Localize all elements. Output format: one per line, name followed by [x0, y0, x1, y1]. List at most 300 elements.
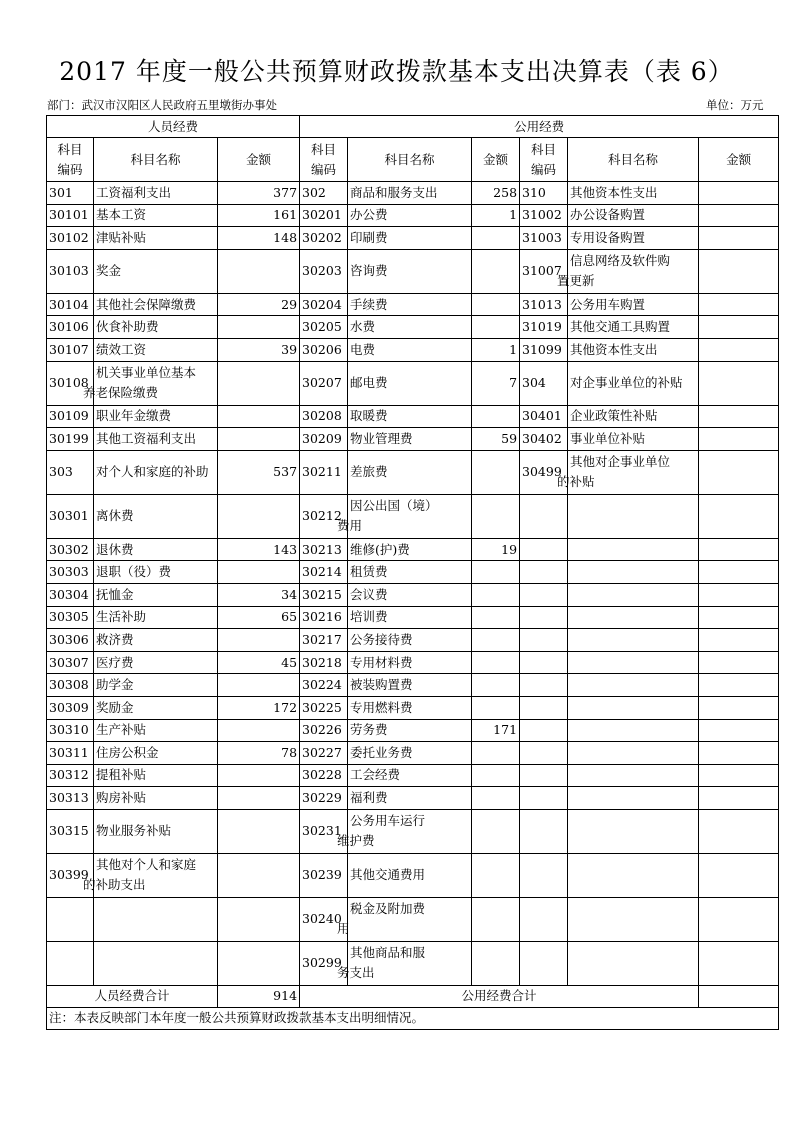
subject-code: 30312 — [47, 764, 94, 787]
public-total-label: 公用经费合计 — [300, 985, 699, 1007]
subject-name: 离休费 — [94, 494, 218, 538]
subject-code: 30202 — [300, 227, 348, 250]
code-header: 科目 编码 — [520, 138, 568, 182]
subject-name — [568, 853, 699, 897]
subject-code: 30499 — [520, 450, 568, 494]
public-total-amount — [699, 985, 779, 1007]
subject-name — [94, 897, 218, 941]
subject-code — [520, 651, 568, 674]
amount — [699, 227, 779, 250]
amount — [699, 204, 779, 227]
amount: 258 — [472, 182, 520, 205]
subject-code: 30215 — [300, 583, 348, 606]
table-row — [47, 897, 779, 941]
subject-name: 专用设备购置 — [568, 227, 699, 250]
subject-name: 退职（役）费 — [94, 561, 218, 584]
subject-name: 公务用车购置 — [568, 293, 699, 316]
amount: 172 — [218, 696, 300, 719]
amount: 1 — [472, 204, 520, 227]
subject-code — [520, 853, 568, 897]
subject-code: 30307 — [47, 651, 94, 674]
amount — [472, 405, 520, 428]
personnel-total-label: 人员经费合计 — [47, 985, 218, 1007]
name-header: 科目名称 — [568, 138, 699, 182]
subject-code: 302 — [300, 182, 348, 205]
amount — [218, 249, 300, 293]
amount — [472, 606, 520, 629]
amount — [699, 853, 779, 897]
subject-code: 30101 — [47, 204, 94, 227]
subject-name: 机关事业单位基本 养老保险缴费 — [94, 361, 218, 405]
subject-code: 30302 — [47, 538, 94, 561]
subject-name: 专用燃料费 — [348, 696, 472, 719]
table-row — [47, 809, 779, 853]
subject-name: 住房公积金 — [94, 742, 218, 765]
amount — [699, 719, 779, 742]
amount — [218, 494, 300, 538]
table-row — [47, 606, 779, 629]
subject-code — [520, 606, 568, 629]
subject-name — [568, 674, 699, 697]
subject-name — [568, 696, 699, 719]
page-title: 2017 年度一般公共预算财政拨款基本支出决算表（表 6） — [59, 57, 734, 86]
amount — [699, 674, 779, 697]
amount: 161 — [218, 204, 300, 227]
subject-code: 30205 — [300, 316, 348, 339]
subject-code: 30309 — [47, 696, 94, 719]
subject-name — [568, 494, 699, 538]
table-row — [47, 941, 779, 985]
subject-code — [520, 809, 568, 853]
amount: 171 — [472, 719, 520, 742]
table-row — [47, 719, 779, 742]
amount — [218, 787, 300, 810]
amount-header: 金额 — [218, 138, 300, 182]
amount: 34 — [218, 583, 300, 606]
subject-code: 30306 — [47, 629, 94, 652]
name-header: 科目名称 — [348, 138, 472, 182]
subject-code — [520, 742, 568, 765]
subject-code — [520, 494, 568, 538]
amount — [699, 897, 779, 941]
subject-name: 租赁费 — [348, 561, 472, 584]
subject-name: 物业服务补贴 — [94, 809, 218, 853]
subject-code: 30212 — [300, 494, 348, 538]
subject-code — [520, 538, 568, 561]
code-header: 科目 编码 — [300, 138, 348, 182]
subject-code — [520, 629, 568, 652]
subject-code — [520, 941, 568, 985]
subject-name: 其他对个人和家庭 的补助支出 — [94, 853, 218, 897]
subject-code: 30107 — [47, 338, 94, 361]
subject-code: 31099 — [520, 338, 568, 361]
table-row — [47, 629, 779, 652]
amount — [699, 606, 779, 629]
subject-name: 培训费 — [348, 606, 472, 629]
subject-name: 企业政策性补贴 — [568, 405, 699, 428]
subject-code: 30305 — [47, 606, 94, 629]
subject-name — [568, 809, 699, 853]
subject-code: 30229 — [300, 787, 348, 810]
subject-name: 事业单位补贴 — [568, 428, 699, 451]
amount: 1 — [472, 338, 520, 361]
subject-code: 30216 — [300, 606, 348, 629]
subject-name — [568, 561, 699, 584]
amount — [699, 316, 779, 339]
amount: 59 — [472, 428, 520, 451]
subject-name: 工资福利支出 — [94, 182, 218, 205]
table-row — [47, 293, 779, 316]
subject-code: 30108 — [47, 361, 94, 405]
amount — [472, 764, 520, 787]
subject-code: 30217 — [300, 629, 348, 652]
amount — [218, 561, 300, 584]
subject-name: 手续费 — [348, 293, 472, 316]
amount — [218, 629, 300, 652]
subject-code: 30207 — [300, 361, 348, 405]
amount: 65 — [218, 606, 300, 629]
subject-code: 310 — [520, 182, 568, 205]
amount — [699, 494, 779, 538]
subject-code: 30313 — [47, 787, 94, 810]
subject-name: 对个人和家庭的补助 — [94, 450, 218, 494]
table-row — [47, 583, 779, 606]
table-row — [47, 428, 779, 451]
amount — [218, 809, 300, 853]
totals-row — [47, 985, 779, 1007]
subject-code: 30103 — [47, 249, 94, 293]
subject-name: 信息网络及软件购 置更新 — [568, 249, 699, 293]
table-row — [47, 674, 779, 697]
amount — [699, 629, 779, 652]
department-label: 部门：武汉市汉阳区人民政府五里墩街办事处 — [47, 98, 277, 112]
subject-name: 生产补贴 — [94, 719, 218, 742]
subject-code: 30218 — [300, 651, 348, 674]
subject-code — [520, 696, 568, 719]
subject-name — [568, 787, 699, 810]
amount — [218, 719, 300, 742]
subject-code: 30204 — [300, 293, 348, 316]
subject-code: 30106 — [47, 316, 94, 339]
subject-code: 31013 — [520, 293, 568, 316]
expenditure-table — [46, 115, 779, 1030]
subject-code: 30240 — [300, 897, 348, 941]
subject-code: 31007 — [520, 249, 568, 293]
subject-name: 邮电费 — [348, 361, 472, 405]
subject-code: 30315 — [47, 809, 94, 853]
subject-code: 30308 — [47, 674, 94, 697]
subject-code — [47, 897, 94, 941]
amount — [699, 941, 779, 985]
subject-code: 30203 — [300, 249, 348, 293]
subject-code: 30211 — [300, 450, 348, 494]
subject-name: 其他社会保障缴费 — [94, 293, 218, 316]
amount — [699, 182, 779, 205]
subject-name: 会议费 — [348, 583, 472, 606]
subject-code: 30402 — [520, 428, 568, 451]
amount: 19 — [472, 538, 520, 561]
subject-name: 绩效工资 — [94, 338, 218, 361]
subject-code: 30226 — [300, 719, 348, 742]
amount — [699, 787, 779, 810]
subject-code: 303 — [47, 450, 94, 494]
table-row — [47, 742, 779, 765]
subject-code: 30206 — [300, 338, 348, 361]
subject-code: 30311 — [47, 742, 94, 765]
subject-name: 劳务费 — [348, 719, 472, 742]
subject-name: 专用材料费 — [348, 651, 472, 674]
amount — [472, 316, 520, 339]
subject-code — [520, 764, 568, 787]
subject-name — [568, 941, 699, 985]
subject-code — [520, 583, 568, 606]
table-row — [47, 227, 779, 250]
subject-name: 办公费 — [348, 204, 472, 227]
subject-code: 30199 — [47, 428, 94, 451]
table-note: 注：本表反映部门本年度一般公共预算财政拨款基本支出明细情况。 — [47, 1007, 779, 1029]
amount — [699, 583, 779, 606]
subject-code: 30227 — [300, 742, 348, 765]
subject-code — [520, 897, 568, 941]
subject-name: 差旅费 — [348, 450, 472, 494]
subject-name: 办公设备购置 — [568, 204, 699, 227]
subject-name: 维修(护)费 — [348, 538, 472, 561]
subject-code: 30401 — [520, 405, 568, 428]
subject-code: 31002 — [520, 204, 568, 227]
amount — [472, 742, 520, 765]
table-row — [47, 361, 779, 405]
subject-name: 对企事业单位的补贴 — [568, 361, 699, 405]
amount — [699, 538, 779, 561]
subject-name — [568, 629, 699, 652]
table-row — [47, 450, 779, 494]
amount — [472, 227, 520, 250]
subject-code: 30104 — [47, 293, 94, 316]
amount — [218, 941, 300, 985]
subject-name: 其他交通费用 — [348, 853, 472, 897]
amount — [472, 450, 520, 494]
subject-name: 工会经费 — [348, 764, 472, 787]
amount: 29 — [218, 293, 300, 316]
table-row — [47, 561, 779, 584]
subject-code: 30228 — [300, 764, 348, 787]
subject-name: 公务用车运行 维护费 — [348, 809, 472, 853]
subject-code — [520, 719, 568, 742]
subject-name: 福利费 — [348, 787, 472, 810]
subject-name: 津贴补贴 — [94, 227, 218, 250]
amount — [472, 583, 520, 606]
table-row — [47, 249, 779, 293]
personnel-header: 人员经费 — [47, 116, 300, 138]
table-row — [47, 538, 779, 561]
amount — [472, 293, 520, 316]
table-row — [47, 764, 779, 787]
subject-name — [568, 742, 699, 765]
subject-name — [568, 538, 699, 561]
subject-name: 购房补贴 — [94, 787, 218, 810]
subject-code: 30214 — [300, 561, 348, 584]
note-row — [47, 1007, 779, 1029]
subject-name: 被装购置费 — [348, 674, 472, 697]
amount — [472, 249, 520, 293]
subject-name: 取暖费 — [348, 405, 472, 428]
subject-name — [568, 764, 699, 787]
amount — [472, 787, 520, 810]
subject-name: 电费 — [348, 338, 472, 361]
amount — [699, 764, 779, 787]
subject-name: 生活补助 — [94, 606, 218, 629]
subject-name — [568, 897, 699, 941]
amount — [699, 450, 779, 494]
subject-code: 31019 — [520, 316, 568, 339]
amount — [699, 338, 779, 361]
table-row — [47, 316, 779, 339]
amount — [699, 561, 779, 584]
subject-code — [520, 787, 568, 810]
amount — [472, 696, 520, 719]
amount — [472, 651, 520, 674]
subject-name: 救济费 — [94, 629, 218, 652]
amount — [699, 405, 779, 428]
subject-code: 30231 — [300, 809, 348, 853]
subject-code: 30303 — [47, 561, 94, 584]
amount — [472, 629, 520, 652]
personnel-total-amount: 914 — [218, 985, 300, 1007]
amount — [218, 405, 300, 428]
table-row — [47, 787, 779, 810]
subject-name: 医疗费 — [94, 651, 218, 674]
table-row — [47, 405, 779, 428]
amount — [218, 764, 300, 787]
subject-name: 助学金 — [94, 674, 218, 697]
subject-name: 公务接待费 — [348, 629, 472, 652]
subject-name — [568, 606, 699, 629]
amount — [699, 361, 779, 405]
amount — [699, 651, 779, 674]
subject-name — [568, 719, 699, 742]
subject-name: 水费 — [348, 316, 472, 339]
amount — [218, 674, 300, 697]
subject-code: 301 — [47, 182, 94, 205]
amount — [699, 428, 779, 451]
subject-code: 30102 — [47, 227, 94, 250]
amount — [699, 249, 779, 293]
subject-name: 其他资本性支出 — [568, 338, 699, 361]
subject-code — [520, 674, 568, 697]
subject-name: 物业管理费 — [348, 428, 472, 451]
table-row — [47, 182, 779, 205]
table-row — [47, 853, 779, 897]
subject-code: 30201 — [300, 204, 348, 227]
amount — [699, 742, 779, 765]
amount — [472, 897, 520, 941]
subject-name: 伙食补助费 — [94, 316, 218, 339]
subject-name — [568, 651, 699, 674]
subject-code: 30399 — [47, 853, 94, 897]
amount — [472, 494, 520, 538]
code-header: 科目 编码 — [47, 138, 94, 182]
subject-name: 其他工资福利支出 — [94, 428, 218, 451]
subject-code: 31003 — [520, 227, 568, 250]
amount: 537 — [218, 450, 300, 494]
subject-code: 30208 — [300, 405, 348, 428]
subject-code: 30239 — [300, 853, 348, 897]
subject-name: 抚恤金 — [94, 583, 218, 606]
subject-name: 其他对企事业单位 的补贴 — [568, 450, 699, 494]
subject-name: 委托业务费 — [348, 742, 472, 765]
name-header: 科目名称 — [94, 138, 218, 182]
amount: 78 — [218, 742, 300, 765]
amount — [218, 853, 300, 897]
subject-name — [568, 583, 699, 606]
subject-name: 税金及附加费 用 — [348, 897, 472, 941]
amount — [218, 361, 300, 405]
subject-code: 30301 — [47, 494, 94, 538]
unit-label: 单位：万元 — [706, 98, 764, 112]
amount — [218, 428, 300, 451]
amount — [472, 853, 520, 897]
subject-name: 基本工资 — [94, 204, 218, 227]
amount — [472, 561, 520, 584]
subject-code — [520, 561, 568, 584]
subject-name — [94, 941, 218, 985]
table-row — [47, 204, 779, 227]
subject-code: 304 — [520, 361, 568, 405]
subject-name: 其他资本性支出 — [568, 182, 699, 205]
subject-name: 职业年金缴费 — [94, 405, 218, 428]
amount-header: 金额 — [472, 138, 520, 182]
subject-code: 30310 — [47, 719, 94, 742]
subject-name: 因公出国（境） 费用 — [348, 494, 472, 538]
public-header: 公用经费 — [300, 116, 779, 138]
subject-code: 30225 — [300, 696, 348, 719]
amount — [472, 809, 520, 853]
subject-code: 30209 — [300, 428, 348, 451]
amount: 7 — [472, 361, 520, 405]
subject-name: 咨询费 — [348, 249, 472, 293]
amount — [218, 897, 300, 941]
subject-name: 奖金 — [94, 249, 218, 293]
subject-name: 提租补贴 — [94, 764, 218, 787]
subject-name: 商品和服务支出 — [348, 182, 472, 205]
table-row — [47, 651, 779, 674]
amount: 39 — [218, 338, 300, 361]
table-row — [47, 494, 779, 538]
table-row — [47, 696, 779, 719]
amount: 45 — [218, 651, 300, 674]
amount: 377 — [218, 182, 300, 205]
subject-code: 30109 — [47, 405, 94, 428]
amount: 143 — [218, 538, 300, 561]
subject-name: 其他交通工具购置 — [568, 316, 699, 339]
subject-name: 退休费 — [94, 538, 218, 561]
subject-code: 30299 — [300, 941, 348, 985]
subject-name: 奖励金 — [94, 696, 218, 719]
amount — [699, 696, 779, 719]
subject-code — [47, 941, 94, 985]
amount — [218, 316, 300, 339]
amount-header: 金额 — [699, 138, 779, 182]
amount — [699, 809, 779, 853]
subject-name: 其他商品和服 务支出 — [348, 941, 472, 985]
amount: 148 — [218, 227, 300, 250]
amount — [472, 941, 520, 985]
amount — [699, 293, 779, 316]
subject-code: 30304 — [47, 583, 94, 606]
amount — [472, 674, 520, 697]
subject-code: 30224 — [300, 674, 348, 697]
subject-name: 印刷费 — [348, 227, 472, 250]
